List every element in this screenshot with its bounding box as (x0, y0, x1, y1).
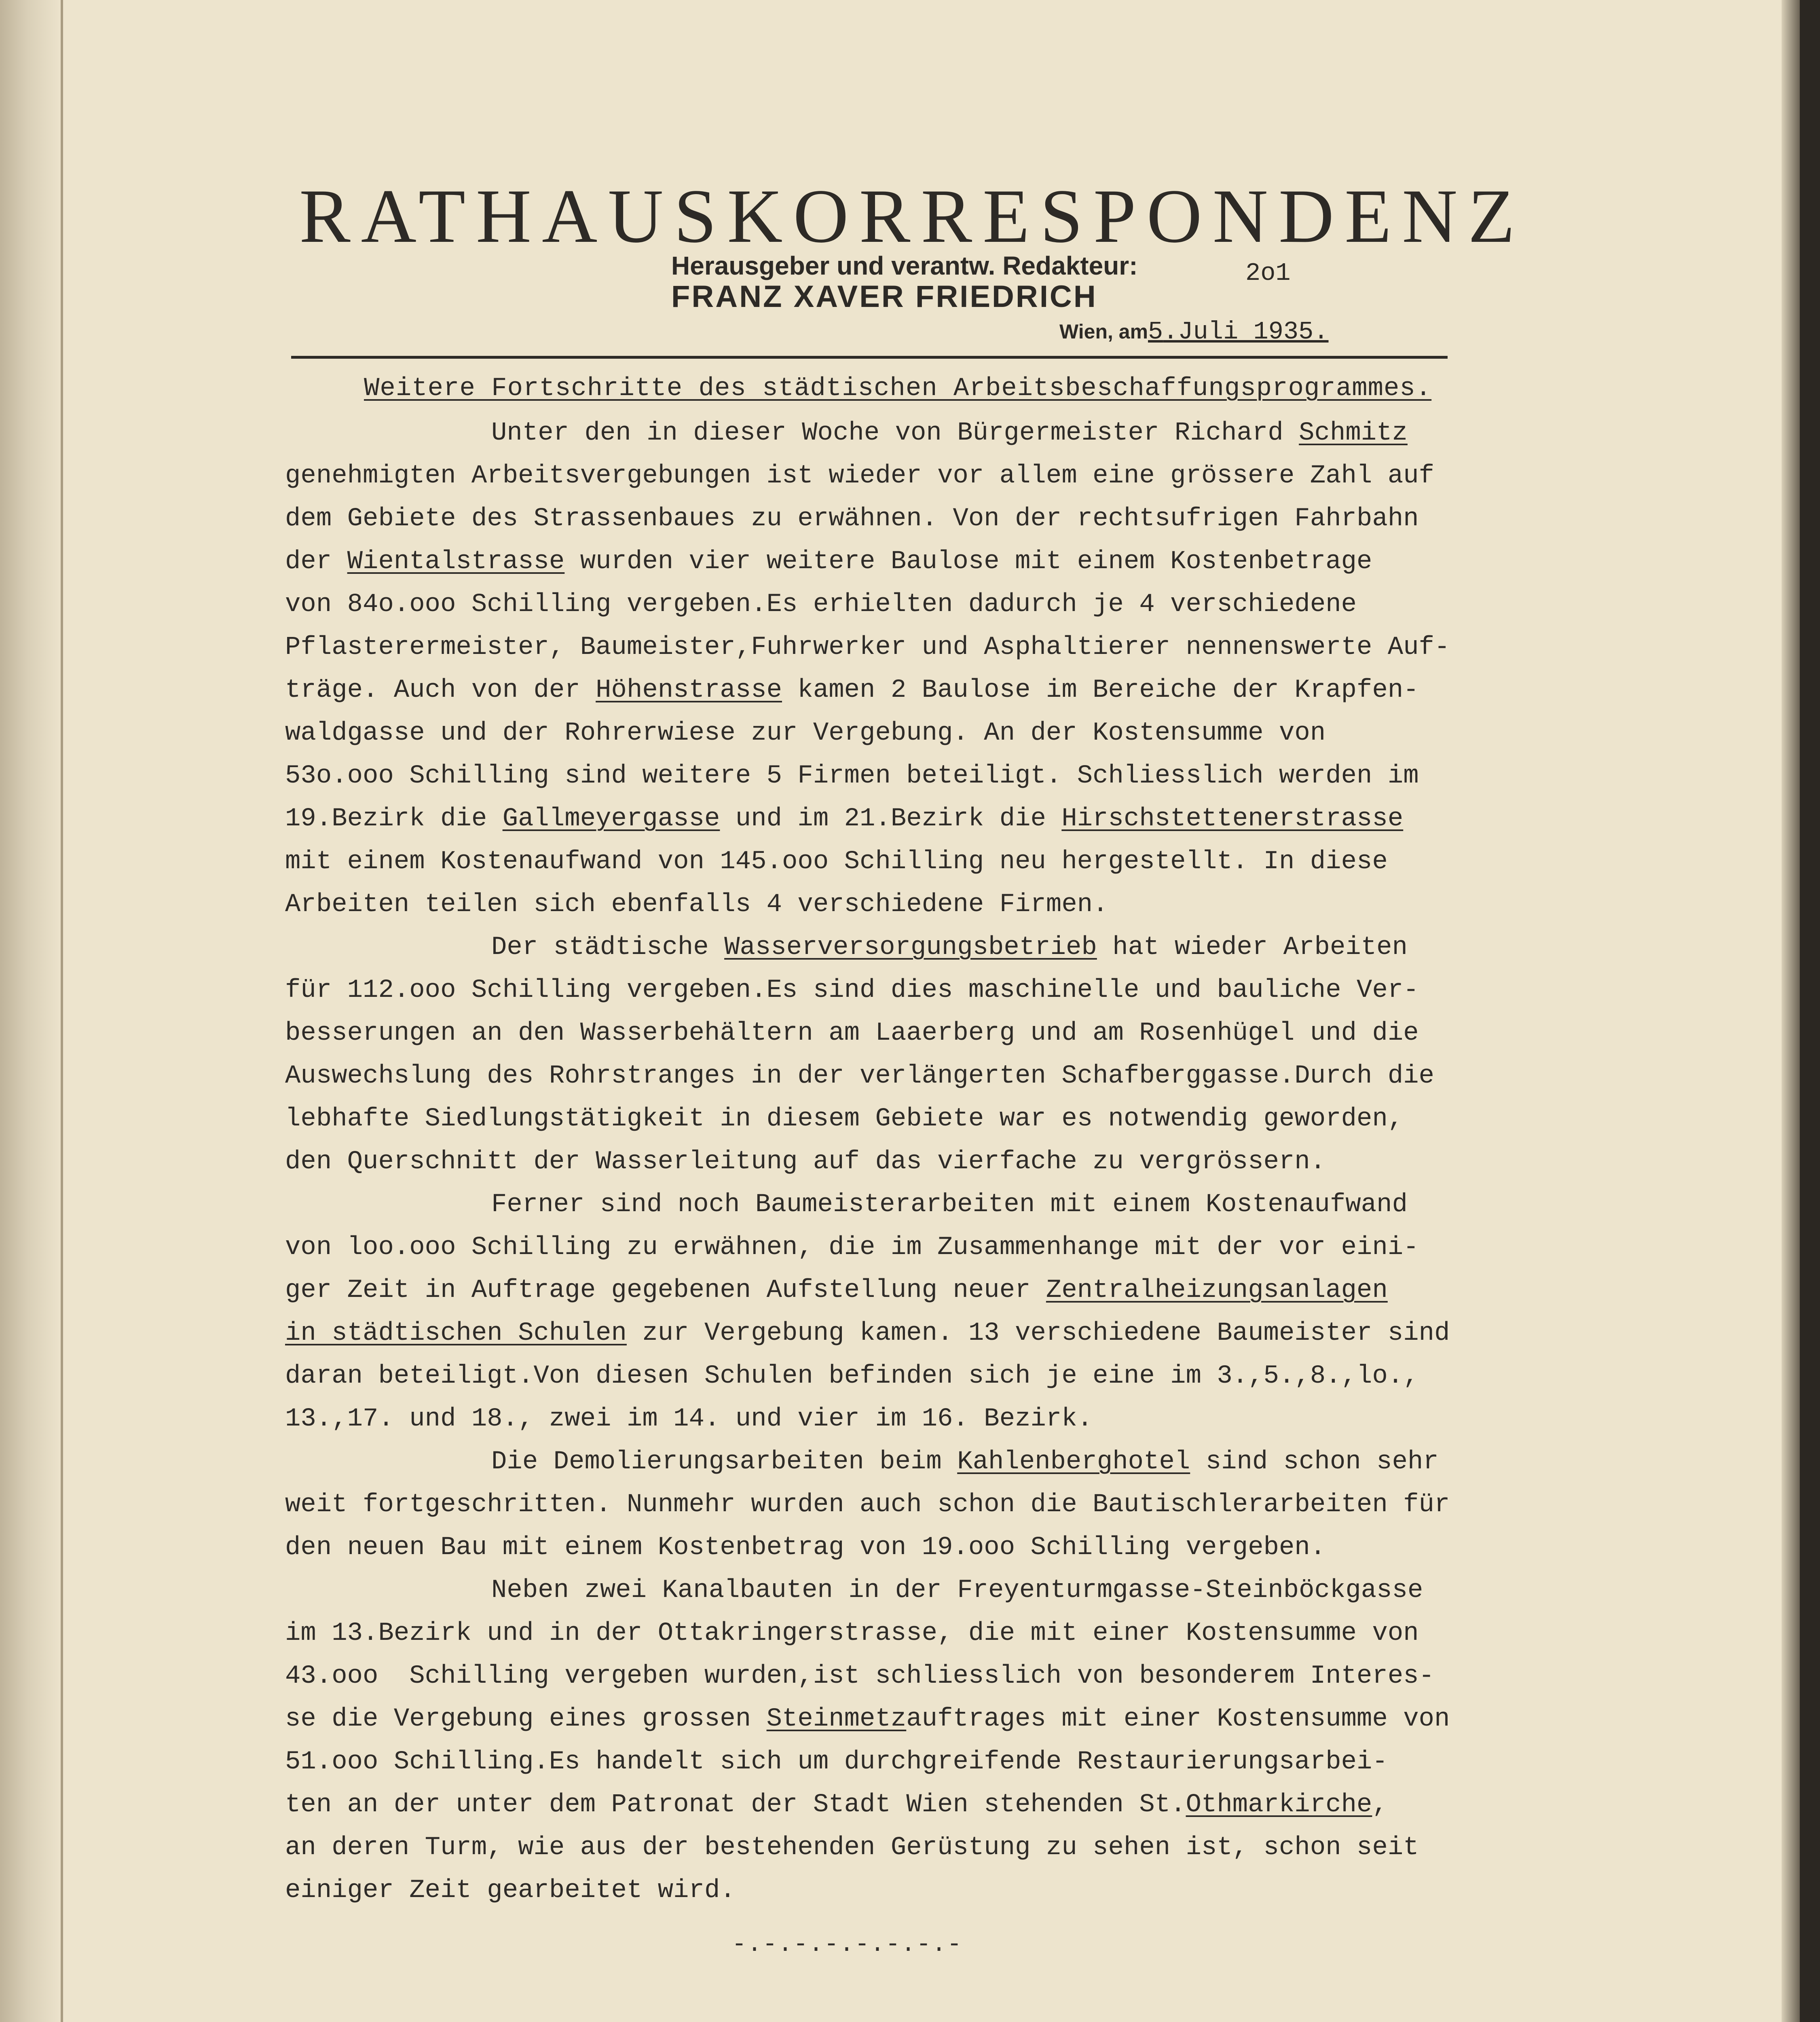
text-line: Arbeiten teilen sich ebenfalls 4 verschiedene Firmen. (285, 890, 1108, 919)
text-line: den Querschnitt der Wasserleitung auf das vierfache zu vergrössern. (285, 1147, 1326, 1176)
paragraph-3 (285, 1183, 1494, 1440)
text-line: besserungen an den Wasserbehältern am Laaerberg und am Rosenhügel und die (285, 1019, 1419, 1048)
date-day: 5 (1148, 317, 1163, 346)
underlined-name: Schmitz (1299, 419, 1408, 448)
text-line: in städtischen Schulen zur Vergebung kamen. 13 verschiedene Baumeister sind (285, 1319, 1450, 1348)
date-prefix: Wien, am (1059, 320, 1148, 343)
underlined-street: Höhenstrasse (596, 676, 782, 705)
text-line: Auswechslung des Rohrstranges in der verlängerten Schafberggasse.Durch die (285, 1062, 1435, 1091)
text-line: 19.Bezirk die Gallmeyergasse und im 21.Bezirk die Hirschstettenerstrasse (285, 804, 1404, 833)
underlined-street: Hirschstettenerstrasse (1061, 804, 1404, 833)
text-line: Unter den in dieser Woche von Bürgermeister Richard Schmitz (491, 419, 1408, 448)
masthead-title: RATHAUSKORRESPONDENZ (299, 174, 1526, 259)
text-line: Neben zwei Kanalbauten in der Freyenturmgasse-Steinböckgasse (491, 1576, 1423, 1605)
text-line: dem Gebiete des Strassenbaues zu erwähnen. Von der rechtsufrigen Fahrbahn (285, 504, 1419, 533)
underlined-term: Zentralheizungsanlagen (1046, 1276, 1388, 1305)
closing-mark: -.-.-.-.-.-.-.- (732, 1931, 963, 1959)
text-line: waldgasse und der Rohrerwiese zur Vergebung. An der Kostensumme von (285, 719, 1326, 748)
text-line: für 112.ooo Schilling vergeben.Es sind dies maschinelle und bauliche Ver- (285, 976, 1419, 1005)
text-line: weit fortgeschritten. Nunmehr wurden auch schon die Bautischlerarbeiten für (285, 1490, 1450, 1519)
text-line: mit einem Kostenaufwand von 145.ooo Schilling neu hergestellt. In diese (285, 847, 1388, 876)
masthead-rule (291, 356, 1448, 359)
text-line: Pflasterermeister, Baumeister,Fuhrwerker und Asphaltierer nennenswerte Auf- (285, 633, 1450, 662)
underlined-term: Steinmetz (766, 1705, 907, 1734)
page-number: 2o1 (1245, 259, 1291, 288)
text-line: genehmigten Arbeitsvergebungen ist wieder vor allem eine grössere Zahl auf (285, 461, 1435, 491)
text-line: Ferner sind noch Baumeisterarbeiten mit einem Kostenaufwand (491, 1190, 1408, 1219)
text-line: einiger Zeit gearbeitet wird. (285, 1876, 736, 1905)
binding-edge (0, 0, 61, 2022)
text-line: 13.,17. und 18., zwei im 14. und vier im 16. Bezirk. (285, 1404, 1093, 1434)
text-line: von 84o.ooo Schilling vergeben.Es erhielten dadurch je 4 verschiedene (285, 590, 1357, 619)
paragraph-5 (285, 1569, 1494, 1912)
underlined-street: Gallmeyergasse (502, 804, 720, 833)
underlined-term: Othmarkirche (1186, 1790, 1372, 1819)
text-line: se die Vergebung eines grossen Steinmetzauftrages mit einer Kostensumme von (285, 1705, 1450, 1734)
paragraph-2 (285, 926, 1494, 1183)
paragraph-4 (285, 1440, 1494, 1569)
text-line: an deren Turm, wie aus der bestehenden Gerüstung zu sehen ist, schon seit (285, 1833, 1419, 1862)
text-line: von loo.ooo Schilling zu erwähnen, die im Zusammenhange mit der vor eini- (285, 1233, 1419, 1262)
text-line: 51.ooo Schilling.Es handelt sich um durchgreifende Restaurierungsarbei- (285, 1747, 1388, 1777)
text-line: im 13.Bezirk und in der Ottakringerstrasse, die mit einer Kostensumme von (285, 1619, 1419, 1648)
underlined-term: in städtischen Schulen (285, 1319, 627, 1348)
text-line: Die Demolierungsarbeiten beim Kahlenberghotel sind schon sehr (491, 1447, 1439, 1476)
text-line: lebhafte Siedlungstätigkeit in diesem Gebiete war es notwendig geworden, (285, 1104, 1404, 1134)
paragraph-1 (285, 412, 1494, 926)
page-edge-shadow (1782, 0, 1800, 2022)
masthead-editor: FRANZ XAVER FRIEDRICH (671, 279, 1097, 314)
text-line: daran beteiligt.Von diesen Schulen befinden sich je eine im 3.,5.,8.,lo., (285, 1362, 1419, 1391)
text-line: ger Zeit in Auftrage gegebenen Aufstellung neuer Zentralheizungsanlagen (285, 1276, 1388, 1305)
underlined-term: Wasserversorgungsbetrieb (724, 933, 1097, 962)
text-line: Der städtische Wasserversorgungsbetrieb hat wieder Arbeiten (491, 933, 1408, 962)
text-line: der Wientalstrasse wurden vier weitere Baulose mit einem Kostenbetrage (285, 547, 1372, 576)
masthead-publisher: Herausgeber und verantw. Redakteur: (671, 251, 1138, 280)
underlined-term: Kahlenberghotel (957, 1447, 1190, 1476)
fold-line (61, 0, 63, 2022)
article-headline: Weitere Fortschritte des städtischen Arbeitsbeschaffungsprogrammes. (364, 374, 1432, 403)
underlined-street: Wientalstrasse (347, 547, 565, 576)
text-line: 43.ooo Schilling vergeben wurden,ist schliesslich von besonderem Interes- (285, 1662, 1435, 1691)
text-line: 53o.ooo Schilling sind weitere 5 Firmen beteiligt. Schliesslich werden im (285, 761, 1419, 791)
text-line: träge. Auch von der Höhenstrasse kamen 2 Baulose im Bereiche der Krapfen- (285, 676, 1419, 705)
text-line: ten an der unter dem Patronat der Stadt Wien stehenden St.Othmarkirche, (285, 1790, 1388, 1819)
text-line: den neuen Bau mit einem Kostenbetrag von 19.ooo Schilling vergeben. (285, 1533, 1326, 1562)
date-rest: .Juli 1935. (1163, 317, 1329, 346)
dateline (1059, 317, 1329, 346)
